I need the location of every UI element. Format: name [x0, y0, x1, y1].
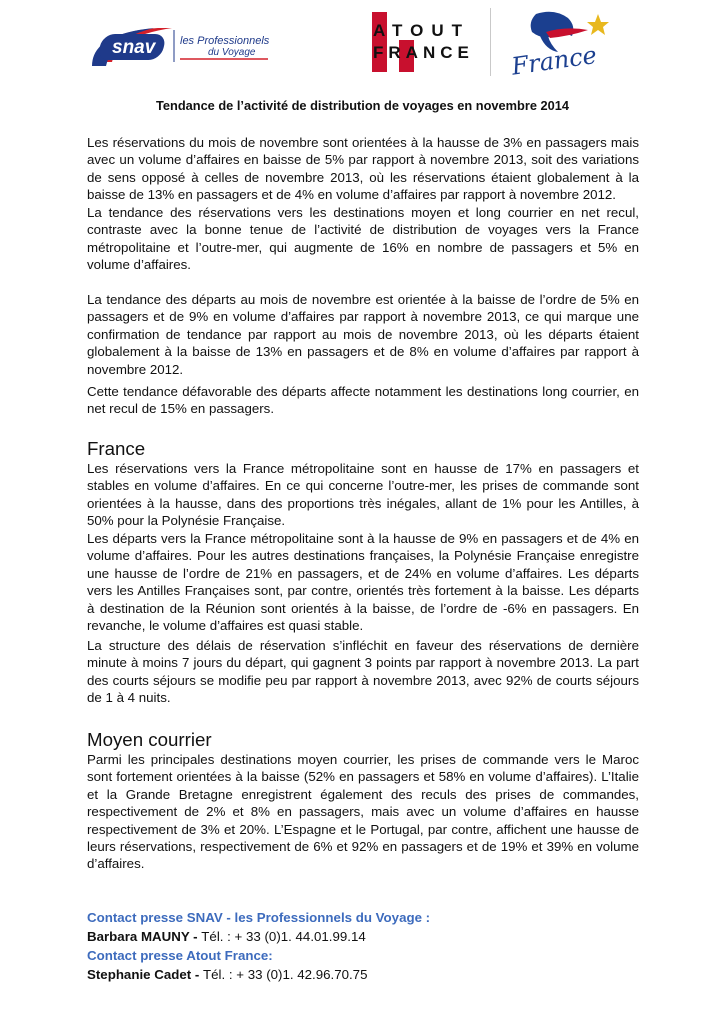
intro-paragraph-4: Cette tendance défavorable des départs affecte notamment les destinations long courrier, en net recul de 15% en passagers. [87, 384, 639, 417]
snav-contact-label: Contact presse SNAV - les Professionnels du Voyage : [87, 910, 431, 925]
intro-paragraph-1: Les réservations du mois de novembre sont orientées à la hausse de 3% en passagers mais avec un volume d’affaires en baisse de 5% par rapport à novembre 2013, soit des variations de sens opposé à celles de novembre 2013, où les réservations étaient globalement à la baisse de 13% en passagers et de 4% en volume d’affaires par rapport à novembre 2012. [87, 135, 639, 203]
snav-contact-phone: Tél. : + 33 (0)1. 44.01.99.14 [201, 929, 366, 944]
atout-france-graphic [371, 10, 472, 74]
atout-line-1: ATOUT [373, 21, 470, 40]
atout-contact-name: Stephanie Cadet - [87, 967, 203, 982]
section-heading-france: France [87, 438, 146, 459]
atout-contact-phone: Tél. : + 33 (0)1. 42.96.70.75 [203, 967, 368, 982]
snav-tagline-1: les Professionnels [180, 35, 270, 47]
section-heading-moyen-courrier: Moyen courrier [87, 729, 212, 750]
intro-paragraph-2: La tendance des réservations vers les destinations moyen et long courrier en net recul, contraste avec la bonne tenue de l’activité de distribution de voyages vers la France métropolitaine et l’outre-mer, qui augmente de 16% en nombre de passagers et 5% en volume d’affaires. [87, 205, 639, 273]
france-wordmark: France [509, 41, 599, 78]
intro-paragraph-3: La tendance des départs au mois de novembre est orientée à la baisse de l’ordre de 5% en passagers et de 9% en volume d’affaires par rapport à novembre 2013, ce qui marque une confirmation de tendance par rapport au mois de novembre 2013, où les départs étaient globalement à la baisse de 13% en passagers et de 8% en volume d’affaires par rapport à novembre 2012. [87, 292, 639, 377]
snav-tagline-2: du Voyage [208, 47, 256, 58]
france-paragraph-2: Les départs vers la France métropolitaine sont à la hausse de 9% en passagers et de 4% en volume d’affaires. Pour les autres destinations françaises, la Polynésie Française enregistre une hausse de l’ordre de 21% en passagers, et de 24% en volume d’affaires. Les départs vers les Antilles Françaises sont, par contre, orientés très fortement à la baisse. Les départs à destination de la Réunion sont orientés à la baisse, de l’ordre de -6% en passagers. En revanche, le volume d’affaires est quasi stable. [87, 531, 639, 634]
france-brand-graphic [506, 6, 624, 78]
atout-line-2: FRANCE [373, 43, 472, 62]
moyen-courrier-paragraph: Parmi les principales destinations moyen courrier, les prises de commande vers le Maroc sont fortement orientées à la baisse (52% en passagers et 58% en volume d’affaires). L’Italie et la Grande Bretagne enregistrent également des reculs des prises de commandes, respectivement de 2% et 8% en passagers, mais avec un volume d’affaires en hausse respectivement de 3% et 20%. L’Espagne et le Portugal, par contre, affichent une hausse de leurs réservations, respectivement de 6% et 92% en passagers et de 19% et 39% en volume d’affaires. [87, 752, 639, 872]
snav-contact-name: Barbara MAUNY - [87, 929, 202, 944]
france-paragraph-3: La structure des délais de réservation s’infléchit en faveur des réservations de dernière minute à moins 7 jours du départ, qui gagnent 3 points par rapport à novembre 2013. La part des courts séjours se modifie peu par rapport à novembre 2013, avec 92% de courts séjours de 1 à 4 nuits. [87, 638, 639, 706]
document-title: Tendance de l’activité de distribution de voyages en novembre 2014 [156, 98, 569, 113]
france-paragraph-1: Les réservations vers la France métropolitaine sont en hausse de 17% en passagers et stables en volume d’affaires. En ce qui concerne l’outre-mer, les prises de commande sont orientées à la hausse, dans des proportions très inégales, allant de 1% pour les Antilles, à 50% pour la Polynésie Française. [87, 461, 639, 529]
snav-contact-line [87, 927, 430, 946]
snav-wordmark: snav [112, 37, 156, 58]
atout-france-logo [371, 10, 472, 74]
atout-contact-label: Contact presse Atout France: [87, 948, 273, 963]
france-brand-logo [506, 6, 624, 78]
snav-logo [88, 22, 278, 68]
snav-logo-graphic [88, 22, 278, 68]
logo-divider [490, 8, 491, 76]
atout-contact-line [87, 965, 430, 984]
press-contacts [87, 908, 430, 984]
